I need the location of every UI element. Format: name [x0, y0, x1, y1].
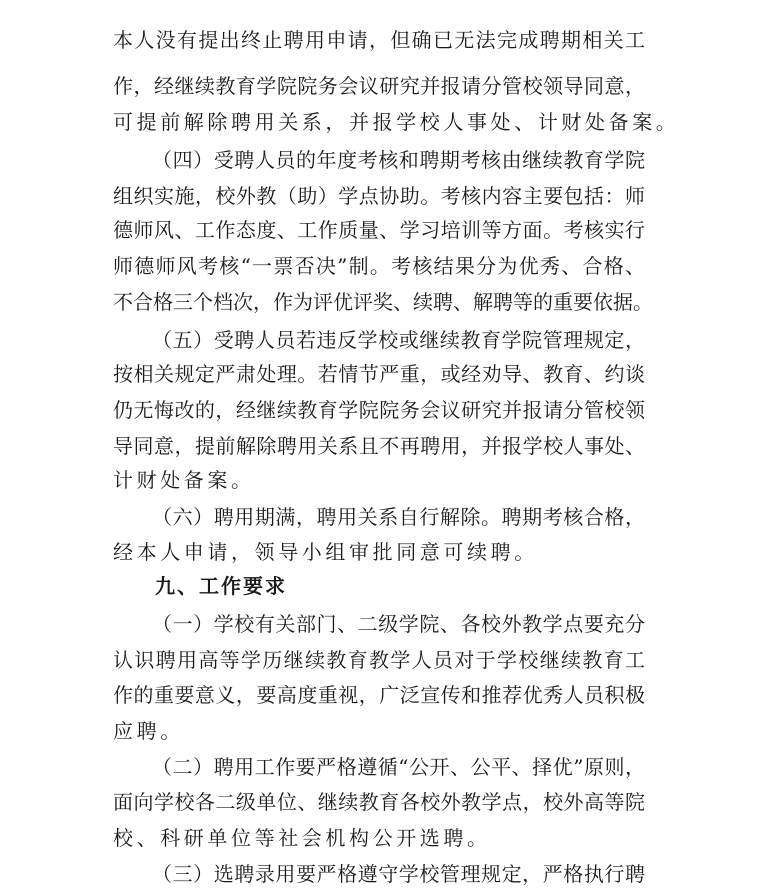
text-line: 可提前解除聘用关系，并报学校人事处、计财处备案。 — [113, 110, 680, 134]
paragraph-req-three-start: （三）选聘录用要严格遵守学校管理规定，严格执行聘 — [152, 862, 645, 886]
text-line: 作，经继续教育学院院务会议研究并报请分管校领导同意， — [113, 74, 645, 98]
section-heading-work-requirements: 九、工作要求 — [155, 574, 287, 598]
text-line: 仍无悔改的，经继续教育学院院务会议研究并报请分管校领 — [113, 398, 645, 422]
text-line: 应聘。 — [113, 719, 184, 743]
paragraph-five-start: （五）受聘人员若违反学校或继续教育学院管理规定， — [152, 328, 645, 352]
text-line: 导同意，提前解除聘用关系且不再聘用，并报学校人事处、 — [113, 434, 645, 458]
paragraph-req-one-start: （一）学校有关部门、二级学院、各校外教学点要充分 — [152, 612, 645, 636]
text-line: 面向学校各二级单位、继续教育各校外教学点，校外高等院 — [113, 790, 645, 814]
text-line: 组织实施，校外教（助）学点协助。考核内容主要包括：师 — [113, 184, 645, 208]
text-line: 经本人申请，领导小组审批同意可续聘。 — [113, 540, 538, 564]
text-line: 本人没有提出终止聘用申请，但确已无法完成聘期相关工 — [113, 28, 645, 52]
text-line: 不合格三个档次，作为评优评奖、续聘、解聘等的重要依据。 — [113, 290, 653, 314]
text-line: 德师风、工作态度、工作质量、学习培训等方面。考核实行 — [113, 218, 645, 242]
text-line: 作的重要意义，要高度重视，广泛宣传和推荐优秀人员积极 — [113, 683, 645, 707]
paragraph-six-start: （六）聘用期满，聘用关系自行解除。聘期考核合格， — [152, 505, 645, 529]
text-line: 师德师风考核“一票否决”制。考核结果分为优秀、合格、 — [113, 254, 645, 278]
paragraph-four-start: （四）受聘人员的年度考核和聘期考核由继续教育学院 — [152, 148, 645, 172]
text-line: 按相关规定严肃处理。若情节严重，或经劝导、教育、约谈 — [113, 362, 645, 386]
text-line: 认识聘用高等学历继续教育教学人员对于学校继续教育工 — [113, 648, 645, 672]
text-line: 计财处备案。 — [113, 468, 255, 492]
paragraph-req-two-start: （二）聘用工作要严格遵循“公开、公平、择优”原则， — [152, 755, 645, 779]
text-line: 校、科研单位等社会机构公开选聘。 — [113, 826, 491, 850]
